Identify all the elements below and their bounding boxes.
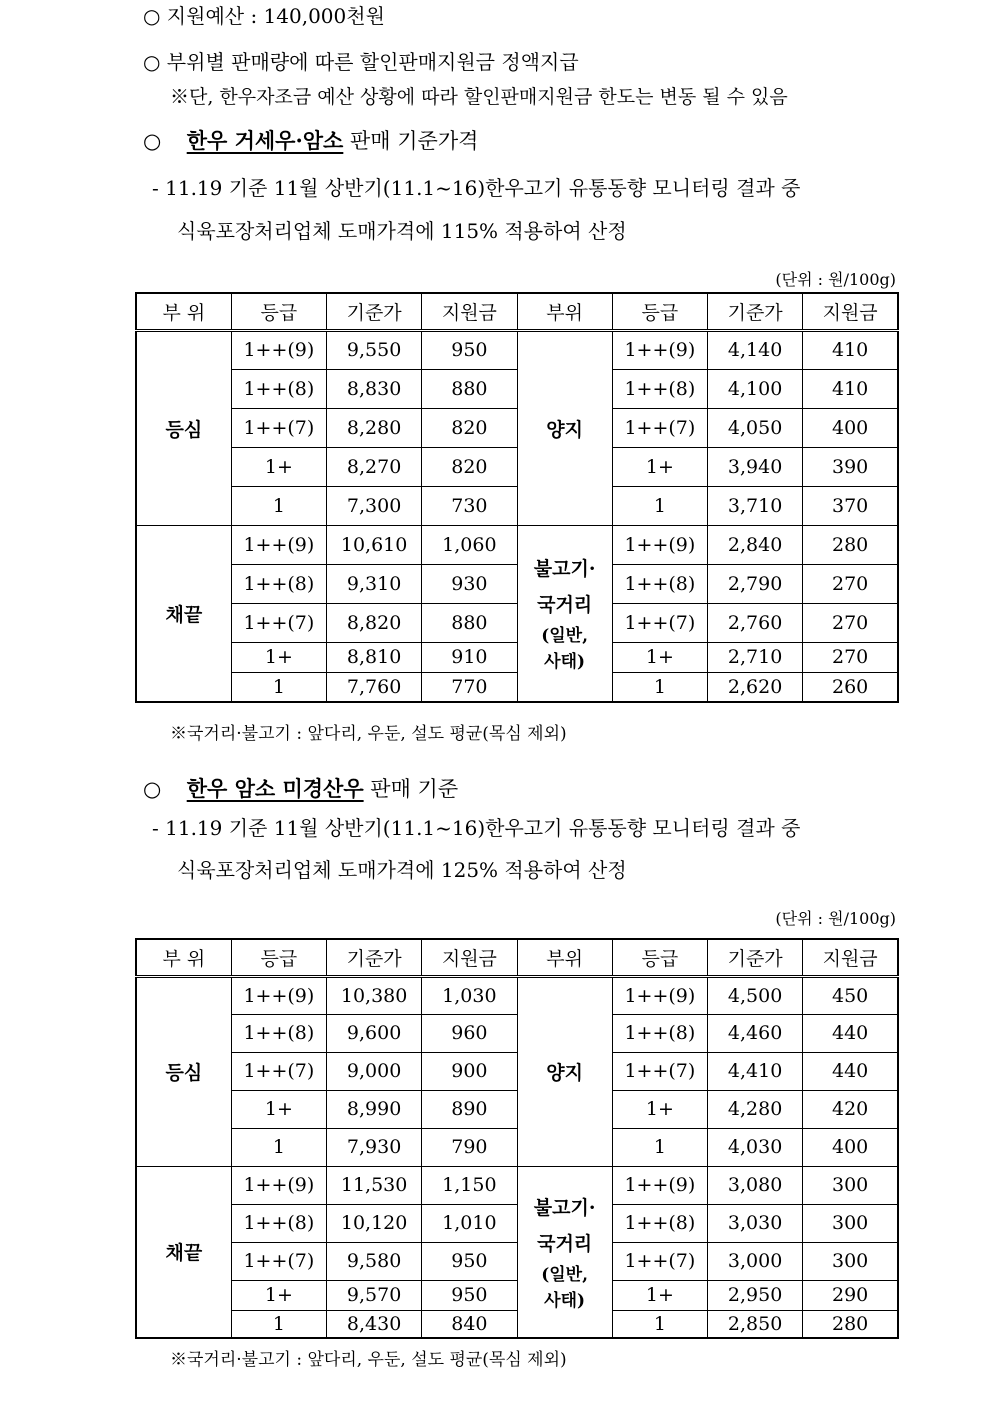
support-cell-right: 370 [803, 486, 898, 525]
base-price-cell-right: 4,050 [708, 408, 803, 447]
part-label-line: (일반, [541, 1264, 589, 1285]
section2-desc2: 식육포장처리업체 도매가격에 125% 적용하여 산정 [177, 858, 627, 882]
grade-cell: 1+ [231, 1090, 326, 1128]
header-support-right: 지원금 [803, 293, 898, 330]
grade-cell-right: 1++(8) [612, 564, 707, 603]
header-support-right: 지원금 [803, 939, 898, 976]
grade-cell: 1++(9) [231, 330, 326, 369]
grade-cell-right: 1++(9) [612, 976, 707, 1014]
grade-cell-right: 1++(8) [612, 1204, 707, 1242]
section2-heading [143, 773, 458, 803]
base-price-cell: 7,760 [327, 672, 422, 702]
grade-cell-right: 1 [612, 672, 707, 702]
header-grade: 등급 [231, 293, 326, 330]
part-label-line: 사태) [544, 652, 586, 673]
header-base-price-right: 기준가 [708, 293, 803, 330]
section1-unit: (단위 : 원/100g) [775, 270, 896, 289]
header-base-price-right: 기준가 [708, 939, 803, 976]
base-price-cell-right: 4,030 [708, 1128, 803, 1166]
support-cell: 1,060 [422, 525, 517, 564]
part-cell: 채끝 [136, 1166, 231, 1338]
base-price-cell-right: 3,000 [708, 1242, 803, 1280]
base-price-cell-right: 2,710 [708, 642, 803, 672]
support-cell-right: 400 [803, 408, 898, 447]
base-price-cell: 9,570 [327, 1280, 422, 1310]
grade-cell: 1++(8) [231, 1014, 326, 1052]
grade-cell: 1 [231, 1310, 326, 1338]
header-base-price: 기준가 [327, 939, 422, 976]
grade-cell: 1++(9) [231, 1166, 326, 1204]
grade-cell: 1++(8) [231, 564, 326, 603]
header-part-right: 부위 [517, 293, 612, 330]
part-cell: 등심 [136, 330, 231, 525]
grade-cell: 1++(7) [231, 603, 326, 642]
base-price-cell: 10,120 [327, 1204, 422, 1242]
support-cell-right: 400 [803, 1128, 898, 1166]
support-cell-right: 270 [803, 642, 898, 672]
support-cell: 960 [422, 1014, 517, 1052]
base-price-cell-right: 4,410 [708, 1052, 803, 1090]
fixed-support-note: ※단, 한우자조금 예산 상황에 따라 할인판매지원금 한도는 변동 될 수 있음 [170, 86, 788, 108]
grade-cell: 1+ [231, 642, 326, 672]
base-price-cell: 9,000 [327, 1052, 422, 1090]
table-row [136, 525, 898, 564]
section2-title-underlined: 한우 암소 미경산우 [186, 776, 364, 801]
section1-desc2: 식육포장처리업체 도매가격에 115% 적용하여 산정 [177, 219, 627, 243]
grade-cell: 1 [231, 672, 326, 702]
base-price-cell: 9,580 [327, 1242, 422, 1280]
section1-title-rest: 판매 기준가격 [343, 129, 479, 153]
base-price-cell-right: 4,280 [708, 1090, 803, 1128]
grade-cell: 1++(9) [231, 525, 326, 564]
base-price-cell-right: 3,940 [708, 447, 803, 486]
support-cell-right: 300 [803, 1204, 898, 1242]
support-cell-right: 440 [803, 1014, 898, 1052]
part-label-line: (일반, [541, 626, 589, 647]
header-grade-right: 등급 [612, 293, 707, 330]
section1-bullet: ○ [143, 129, 162, 153]
part-cell-right: 양지 [517, 976, 612, 1166]
grade-cell-right: 1++(9) [612, 1166, 707, 1204]
header-grade-right: 등급 [612, 939, 707, 976]
support-cell: 790 [422, 1128, 517, 1166]
base-price-cell: 8,830 [327, 369, 422, 408]
grade-cell-right: 1++(9) [612, 330, 707, 369]
part-cell: 등심 [136, 976, 231, 1166]
table-row [136, 976, 898, 1014]
part-label-line: 불고기· [533, 558, 596, 581]
support-cell: 950 [422, 1280, 517, 1310]
part-label-line: 사태) [544, 1290, 586, 1311]
header-base-price: 기준가 [327, 293, 422, 330]
support-cell-right: 410 [803, 369, 898, 408]
support-cell: 1,150 [422, 1166, 517, 1204]
base-price-cell-right: 3,710 [708, 486, 803, 525]
base-price-cell-right: 2,760 [708, 603, 803, 642]
grade-cell: 1++(9) [231, 976, 326, 1014]
header-part: 부 위 [136, 939, 231, 976]
support-cell: 1,030 [422, 976, 517, 1014]
grade-cell-right: 1++(7) [612, 603, 707, 642]
base-price-cell-right: 2,620 [708, 672, 803, 702]
header-part: 부 위 [136, 293, 231, 330]
section2-title-rest: 판매 기준 [363, 777, 459, 801]
header-part-right: 부위 [517, 939, 612, 976]
header-support: 지원금 [422, 939, 517, 976]
base-price-cell: 8,270 [327, 447, 422, 486]
base-price-cell-right: 2,790 [708, 564, 803, 603]
support-cell: 880 [422, 369, 517, 408]
base-price-cell: 8,280 [327, 408, 422, 447]
part-cell-right [517, 525, 612, 702]
header-support: 지원금 [422, 293, 517, 330]
grade-cell-right: 1++(8) [612, 369, 707, 408]
section2-desc1: - 11.19 기준 11월 상반기(11.1~16)한우고기 유통동향 모니터링 결과 중 [152, 816, 801, 840]
support-cell: 890 [422, 1090, 517, 1128]
budget-line: ○ 지원예산 : 140,000천원 [143, 4, 385, 28]
grade-cell: 1++(8) [231, 1204, 326, 1242]
section1-title-underlined: 한우 거세우·암소 [186, 128, 344, 153]
base-price-cell: 10,380 [327, 976, 422, 1014]
grade-cell-right: 1 [612, 486, 707, 525]
support-cell-right: 450 [803, 976, 898, 1014]
base-price-cell-right: 2,850 [708, 1310, 803, 1338]
support-cell-right: 300 [803, 1166, 898, 1204]
section1-desc1: - 11.19 기준 11월 상반기(11.1~16)한우고기 유통동향 모니터링 결과 중 [152, 176, 801, 200]
base-price-cell: 7,300 [327, 486, 422, 525]
support-cell-right: 300 [803, 1242, 898, 1280]
grade-cell: 1 [231, 1128, 326, 1166]
part-cell: 채끝 [136, 525, 231, 702]
grade-cell: 1++(8) [231, 369, 326, 408]
part-cell-right: 양지 [517, 330, 612, 525]
section2-bullet: ○ [143, 777, 162, 801]
grade-cell: 1++(7) [231, 1242, 326, 1280]
part-label-line: 국거리 [537, 594, 593, 617]
support-cell-right: 280 [803, 525, 898, 564]
base-price-cell: 10,610 [327, 525, 422, 564]
grade-cell-right: 1+ [612, 447, 707, 486]
grade-cell-right: 1++(9) [612, 525, 707, 564]
section1-heading [143, 125, 478, 155]
base-price-cell: 9,310 [327, 564, 422, 603]
base-price-cell-right: 4,100 [708, 369, 803, 408]
grade-cell-right: 1++(8) [612, 1014, 707, 1052]
grade-cell: 1++(7) [231, 408, 326, 447]
grade-cell: 1+ [231, 447, 326, 486]
support-cell: 910 [422, 642, 517, 672]
support-cell: 950 [422, 1242, 517, 1280]
grade-cell-right: 1+ [612, 1090, 707, 1128]
grade-cell-right: 1+ [612, 642, 707, 672]
support-cell: 770 [422, 672, 517, 702]
section1-footnote: ※국거리·불고기 : 앞다리, 우둔, 설도 평균(목심 제외) [170, 724, 567, 744]
support-cell-right: 260 [803, 672, 898, 702]
base-price-cell-right: 3,030 [708, 1204, 803, 1242]
support-cell: 900 [422, 1052, 517, 1090]
table-row [136, 330, 898, 369]
base-price-cell: 9,600 [327, 1014, 422, 1052]
support-cell: 950 [422, 330, 517, 369]
grade-cell: 1++(7) [231, 1052, 326, 1090]
base-price-cell-right: 4,460 [708, 1014, 803, 1052]
section2-unit: (단위 : 원/100g) [775, 909, 896, 928]
section2-footnote: ※국거리·불고기 : 앞다리, 우둔, 설도 평균(목심 제외) [170, 1350, 567, 1370]
support-cell: 880 [422, 603, 517, 642]
base-price-cell-right: 3,080 [708, 1166, 803, 1204]
support-cell: 820 [422, 447, 517, 486]
base-price-cell: 8,990 [327, 1090, 422, 1128]
grade-cell: 1 [231, 486, 326, 525]
support-cell-right: 280 [803, 1310, 898, 1338]
support-cell-right: 290 [803, 1280, 898, 1310]
support-cell-right: 270 [803, 603, 898, 642]
base-price-cell-right: 2,840 [708, 525, 803, 564]
support-cell: 930 [422, 564, 517, 603]
part-label-line: 불고기· [533, 1196, 596, 1219]
base-price-cell: 8,810 [327, 642, 422, 672]
base-price-cell: 8,430 [327, 1310, 422, 1338]
part-label-line: 국거리 [537, 1232, 593, 1255]
header-grade: 등급 [231, 939, 326, 976]
part-cell-right [517, 1166, 612, 1338]
base-price-cell-right: 4,500 [708, 976, 803, 1014]
grade-cell-right: 1++(7) [612, 408, 707, 447]
support-cell: 1,010 [422, 1204, 517, 1242]
grade-cell: 1+ [231, 1280, 326, 1310]
base-price-cell: 9,550 [327, 330, 422, 369]
grade-cell-right: 1 [612, 1128, 707, 1166]
base-price-cell: 8,820 [327, 603, 422, 642]
support-cell-right: 420 [803, 1090, 898, 1128]
support-cell-right: 440 [803, 1052, 898, 1090]
grade-cell-right: 1++(7) [612, 1052, 707, 1090]
support-cell: 820 [422, 408, 517, 447]
base-price-cell-right: 4,140 [708, 330, 803, 369]
support-cell-right: 390 [803, 447, 898, 486]
fixed-support-line: ○ 부위별 판매량에 따른 할인판매지원금 정액지급 [143, 50, 579, 74]
price-table-2 [135, 938, 899, 1339]
grade-cell-right: 1++(7) [612, 1242, 707, 1280]
support-cell: 840 [422, 1310, 517, 1338]
base-price-cell-right: 2,950 [708, 1280, 803, 1310]
support-cell-right: 410 [803, 330, 898, 369]
support-cell-right: 270 [803, 564, 898, 603]
grade-cell-right: 1+ [612, 1280, 707, 1310]
support-cell: 730 [422, 486, 517, 525]
table-row [136, 1166, 898, 1204]
grade-cell-right: 1 [612, 1310, 707, 1338]
price-table-1 [135, 292, 899, 703]
base-price-cell: 11,530 [327, 1166, 422, 1204]
base-price-cell: 7,930 [327, 1128, 422, 1166]
